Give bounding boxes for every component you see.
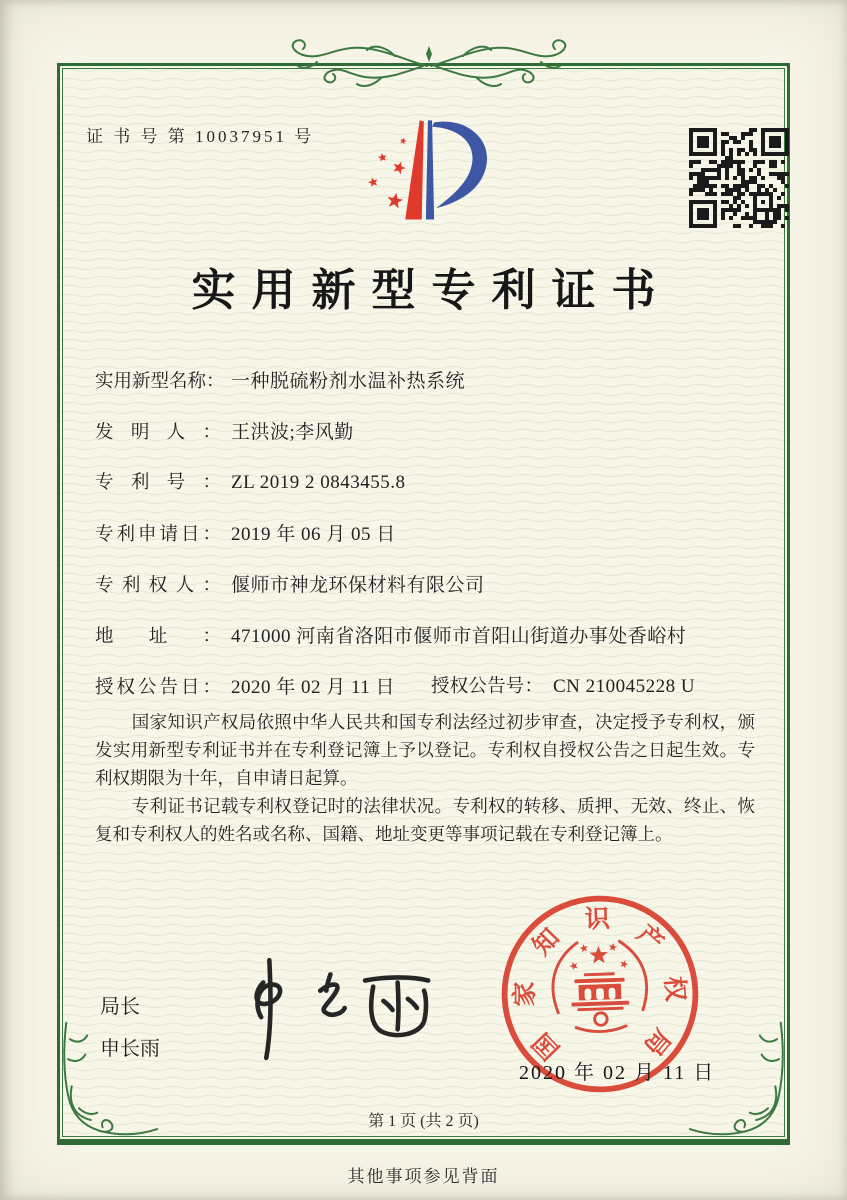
field-label: 专利权人：: [95, 576, 221, 596]
svg-text:家: 家: [512, 981, 540, 1007]
grant-number-value: CN 210045228 U: [553, 676, 696, 697]
cnipa-logo-icon: [366, 116, 494, 228]
field-value: 一种脱硫粉剂水温补热系统: [231, 371, 466, 392]
legal-paragraph-2: 专利证书记载专利权登记时的法律状况。专利权的转移、质押、无效、终止、恢复和专利权人的姓名或名称、国籍、地址变更等事项记载在专利登记簿上。: [95, 796, 755, 844]
field-value: 471000 河南省洛阳市偃师市首阳山街道办事处香峪村: [231, 626, 687, 647]
legal-text-block: [95, 708, 755, 848]
signature-handwriting: [232, 952, 437, 1064]
seal-issue-date: 2020 年 02 月 11 日: [519, 1062, 716, 1084]
commissioner-title: 局长: [100, 996, 140, 1018]
back-side-note: 其他事项参见背面: [347, 1167, 500, 1186]
field-value: 王洪波;李风勤: [231, 422, 354, 443]
commissioner-block: [100, 986, 160, 1070]
field-value: ZL 2019 2 0843455.8: [231, 472, 406, 493]
svg-text:知: 知: [528, 924, 566, 961]
field-label: 发明人：: [95, 423, 221, 443]
field-row-application-date: [95, 519, 396, 546]
svg-text:国: 国: [528, 1027, 566, 1064]
certificate-number: 证 书 号 第 10037951 号: [86, 127, 315, 146]
field-value: 偃师市神龙环保材料有限公司: [231, 575, 485, 596]
field-row-grant: [95, 672, 755, 699]
commissioner-name: 申长雨: [100, 1038, 160, 1060]
grant-number-pair: [431, 672, 695, 698]
legal-paragraph-1: 国家知识产权局依照中华人民共和国专利法经过初步审查，决定授予专利权，颁发实用新型专利证书并在专利登记簿上予以登记。专利权自授权公告之日起生效。专利权期限为十年，自申请日起算。: [95, 712, 755, 788]
top-dragon-flourish-ornament: [284, 36, 574, 92]
field-label: 实用新型名称：: [95, 372, 225, 392]
field-label: 地址：: [95, 627, 221, 647]
field-row-utility-model-name: [95, 366, 465, 393]
field-row-patent-number: [95, 468, 406, 494]
svg-text:产: 产: [631, 920, 668, 958]
logo-stars: [368, 138, 407, 209]
field-row-address: [95, 621, 686, 648]
national-emblem-icon: [551, 940, 648, 1033]
page-number: 第 1 页 (共 2 页): [368, 1113, 479, 1130]
qr-code-icon: [689, 128, 789, 228]
field-row-inventor: [95, 417, 354, 444]
grant-number-label: 授权公告号：: [431, 677, 543, 697]
svg-text:识: 识: [584, 905, 611, 934]
field-label: 专利申请日：: [95, 525, 221, 545]
field-label: 专利号：: [95, 473, 221, 493]
certificate-title: 实用新型专利证书: [191, 266, 672, 315]
svg-text:局: 局: [638, 1023, 676, 1060]
svg-text:权: 权: [659, 975, 689, 1003]
grant-date-label: 授权公告日：: [95, 678, 221, 698]
field-value: 2019 年 06 月 05 日: [231, 524, 396, 545]
field-row-patentee: [95, 570, 485, 597]
grant-date-value: 2020 年 02 月 11 日: [231, 677, 396, 698]
